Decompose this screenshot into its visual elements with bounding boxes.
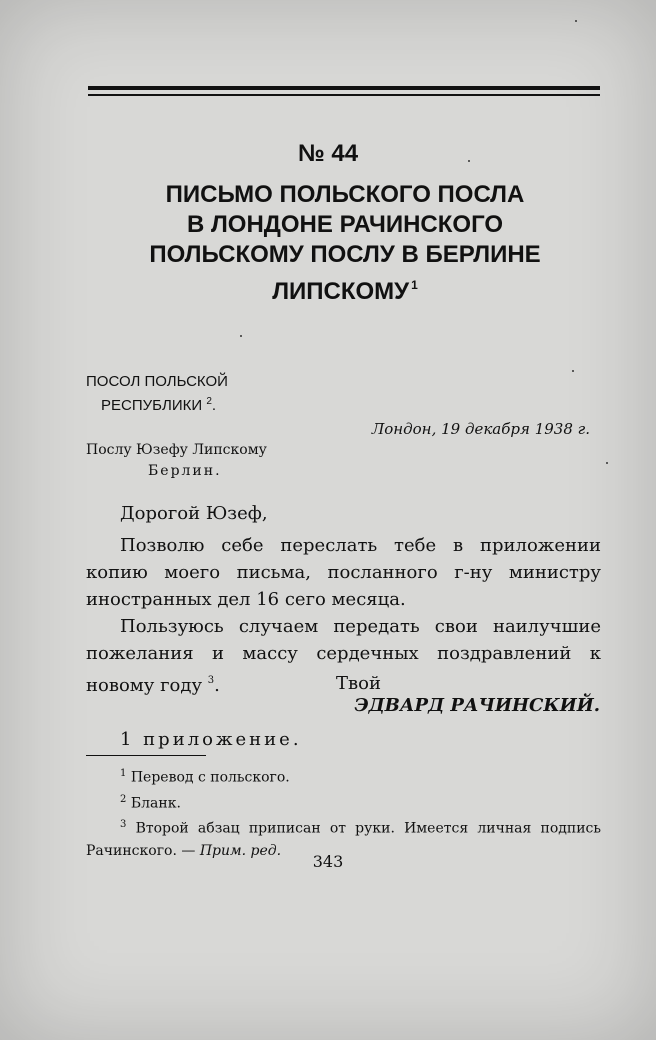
title-line: ПОЛЬСКОМУ ПОСЛУ В БЕРЛИНЕ	[149, 241, 541, 268]
top-rule	[88, 86, 600, 96]
body-paragraph-text: Пользуюсь случаем передать свои наилучшие пожелания и массу сердечных поздравлений к новому году	[86, 616, 601, 696]
body-paragraph: Позволю себе переслать тебе в приложении копию моего письма, посланного г-ну министру иностранных дел 16 сего месяца.	[86, 535, 601, 610]
footnote-text: Перевод с польского.	[130, 769, 290, 786]
title-line	[110, 270, 580, 307]
footnote-mark: 3	[120, 819, 127, 831]
body-paragraph: Пользуюсь случаем передать свои наилучшие пожелания и массу сердечных поздравлений к новому году $^3$.	[86, 616, 601, 696]
editor-note: Прим. ред.	[199, 842, 282, 859]
closing: Твой	[336, 673, 381, 694]
title-footnote-mark: 1	[411, 278, 418, 292]
footnote-divider	[86, 755, 206, 756]
footnote	[86, 789, 601, 815]
footnote-mark: 2	[120, 793, 127, 805]
paper-speck	[606, 462, 608, 464]
footnote-mark: 1	[120, 768, 127, 779]
footnote	[86, 763, 601, 789]
page-number: 343	[312, 852, 344, 871]
paragraph-footnote-mark: 3	[207, 675, 215, 686]
title-line: ПИСЬМО ПОЛЬСКОГО ПОСЛА	[165, 181, 525, 208]
signature: ЭДВАРД РАЧИНСКИЙ.	[354, 695, 600, 716]
greeting: Дорогой Юзеф,	[120, 503, 268, 524]
title-line-text: ЛИПСКОМУ	[272, 278, 410, 305]
footnote-text: Бланк.	[130, 795, 181, 812]
title-line: В ЛОНДОНЕ РАЧИНСКОГО	[186, 211, 504, 238]
sender-line: ПОСОЛ ПОЛЬСКОЙ	[86, 373, 228, 390]
letter-date: Лондон, 19 декабря 1938 г.	[371, 420, 590, 438]
document-number: № 44	[297, 140, 359, 167]
sender-footnote-mark: 2	[206, 396, 212, 407]
paper-speck	[575, 20, 577, 22]
sender-line-text: РЕСПУБЛИКИ	[101, 397, 203, 414]
paper-speck	[572, 370, 574, 372]
document-title	[110, 180, 580, 307]
addressee-city: Берлин.	[148, 463, 222, 479]
sender-letterhead	[86, 372, 228, 416]
addressee-block	[86, 440, 267, 482]
addressee-name: Послу Юзефу Липскому	[86, 442, 267, 458]
sender-line: РЕСПУБЛИКИ $^2$.	[101, 396, 217, 414]
attachment-note: 1 приложение.	[120, 729, 302, 750]
paper-speck	[468, 160, 470, 162]
footnotes	[86, 763, 601, 862]
paper-speck	[240, 335, 242, 337]
footnote-text: Второй абзац приписан от руки. Имеется личная подпись Рачинского. —	[86, 820, 602, 859]
